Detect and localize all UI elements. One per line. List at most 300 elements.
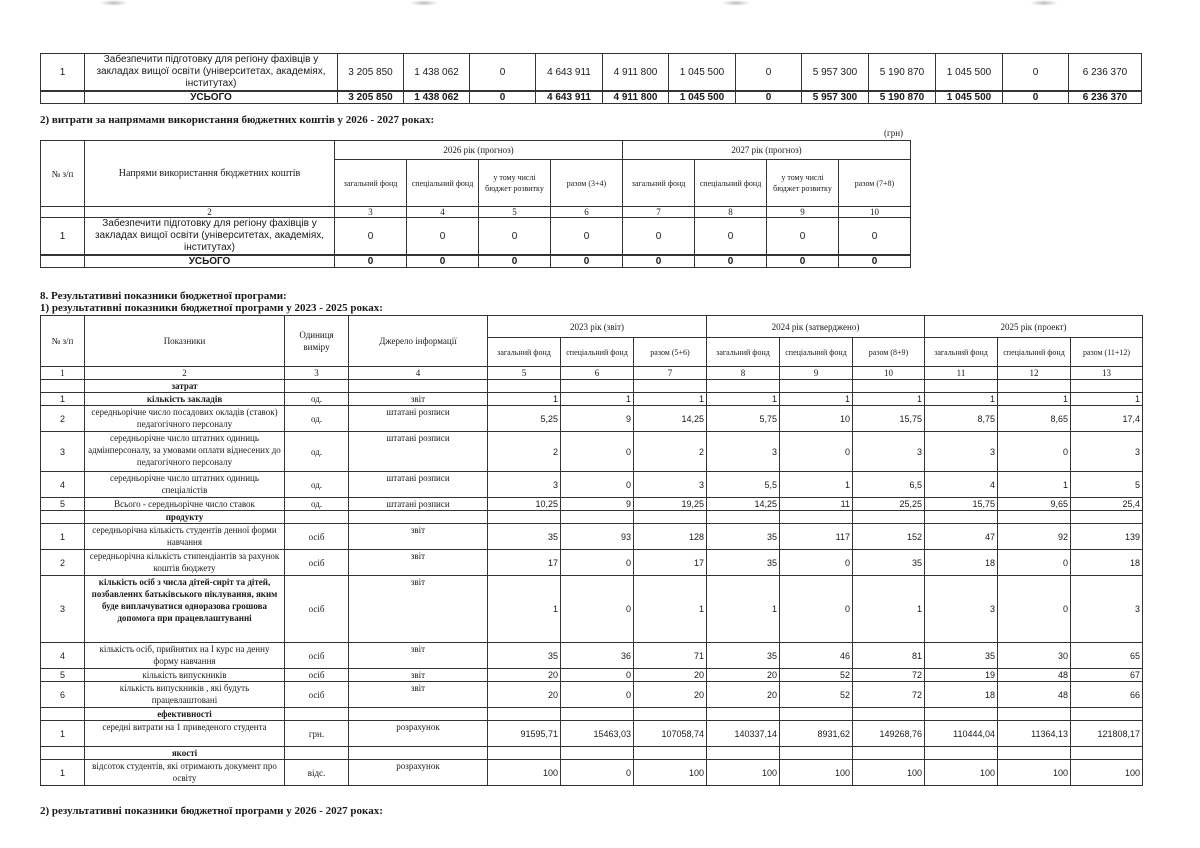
unit-cell: грн. xyxy=(285,721,349,747)
blank-cell xyxy=(1071,747,1143,760)
sub-header: разом (11+12) xyxy=(1071,338,1143,367)
value-cell: 1 xyxy=(780,472,853,498)
col-header-num: № з/п xyxy=(41,316,85,367)
blank-cell xyxy=(853,708,925,721)
total-amount-cell: 5 957 300 xyxy=(802,91,869,104)
value-cell: 3 xyxy=(488,472,561,498)
amount-cell: 1 438 062 xyxy=(404,54,470,92)
value-cell: 0 xyxy=(561,432,634,472)
column-number: 4 xyxy=(407,207,479,218)
indicator-name: середньорічне число штатних одиниць спеціалістів xyxy=(85,472,285,498)
indicator-name: кількість осіб з числа дітей-сиріт та дітей, позбавлених батьківського піклування, яким буде виплачуватися одноразова грошова допомога при працевлаштуванні xyxy=(85,576,285,643)
column-number: 2 xyxy=(85,207,335,218)
group-title: продукту xyxy=(85,511,285,524)
indicator-name: середньорічне число штатних одиниць адмінперсоналу, за умовами оплати віднесених до педагогічного персоналу xyxy=(85,432,285,472)
total-amount-cell: 5 190 870 xyxy=(869,91,936,104)
value-cell: 17 xyxy=(488,550,561,576)
unit-cell: осіб xyxy=(285,682,349,708)
value-cell: 139 xyxy=(1071,524,1143,550)
value-cell: 0 xyxy=(561,576,634,643)
indicator-name: кількість закладів xyxy=(85,393,285,406)
value-cell: 1 xyxy=(561,393,634,406)
value-cell: 1 xyxy=(998,393,1071,406)
indicator-group-row xyxy=(41,380,1143,393)
column-number: 3 xyxy=(335,207,407,218)
value-cell: 100 xyxy=(853,760,925,786)
source-cell: звіт xyxy=(349,643,488,669)
blank-cell xyxy=(998,747,1071,760)
amount-cell: 4 643 911 xyxy=(536,54,603,92)
total-amount-cell: 0 xyxy=(551,255,623,268)
blank-cell xyxy=(349,511,488,524)
value-cell: 71 xyxy=(634,643,707,669)
value-cell: 15463,03 xyxy=(561,721,634,747)
value-cell: 152 xyxy=(853,524,925,550)
value-cell: 25,25 xyxy=(853,498,925,511)
total-amount-cell: 0 xyxy=(839,255,911,268)
column-number: 6 xyxy=(551,207,623,218)
value-cell: 1 xyxy=(853,576,925,643)
value-cell: 3 xyxy=(853,432,925,472)
amount-cell: 1 045 500 xyxy=(936,54,1003,92)
indicator-row xyxy=(41,472,1143,498)
total-amount-cell: 0 xyxy=(1003,91,1069,104)
indicator-row xyxy=(41,760,1143,786)
total-amount-cell: 0 xyxy=(479,255,551,268)
blank-cell xyxy=(488,380,561,393)
currency-note: (грн) xyxy=(884,128,904,138)
value-cell: 5,25 xyxy=(488,406,561,432)
indicator-row xyxy=(41,524,1143,550)
scan-artifact xyxy=(1030,0,1058,6)
value-cell: 140337,14 xyxy=(707,721,780,747)
total-amount-cell: 0 xyxy=(623,255,695,268)
column-number: 9 xyxy=(767,207,839,218)
blank-cell xyxy=(41,511,85,524)
value-cell: 0 xyxy=(561,550,634,576)
total-amount-cell: 1 438 062 xyxy=(404,91,470,104)
value-cell: 10 xyxy=(780,406,853,432)
expenditure-table-2026-2027 xyxy=(40,140,911,268)
row-number: 1 xyxy=(41,393,85,406)
value-cell: 1 xyxy=(634,393,707,406)
source-cell: штатані розписи xyxy=(349,472,488,498)
unit-cell: од. xyxy=(285,393,349,406)
row-number: 1 xyxy=(41,721,85,747)
sub-header: спеціальний фонд xyxy=(780,338,853,367)
col-header-year-2023: 2023 рік (звіт) xyxy=(488,316,707,338)
value-cell: 0 xyxy=(561,760,634,786)
row-number: 5 xyxy=(41,669,85,682)
blank-cell xyxy=(707,511,780,524)
value-cell: 6,5 xyxy=(853,472,925,498)
source-cell: штатані розписи xyxy=(349,498,488,511)
amount-cell: 3 205 850 xyxy=(338,54,404,92)
value-cell: 149268,76 xyxy=(853,721,925,747)
table-row xyxy=(41,218,911,256)
value-cell: 3 xyxy=(1071,432,1143,472)
blank-cell xyxy=(634,380,707,393)
value-cell: 35 xyxy=(707,643,780,669)
value-cell: 17,4 xyxy=(1071,406,1143,432)
value-cell: 35 xyxy=(707,524,780,550)
row-number: 4 xyxy=(41,643,85,669)
unit-cell: осіб xyxy=(285,643,349,669)
total-label: УСЬОГО xyxy=(85,255,335,268)
blank-cell xyxy=(707,747,780,760)
blank-cell xyxy=(634,708,707,721)
value-cell: 5,75 xyxy=(707,406,780,432)
value-cell: 1 xyxy=(998,472,1071,498)
blank-cell xyxy=(634,747,707,760)
blank-cell xyxy=(1071,511,1143,524)
total-amount-cell: 0 xyxy=(695,255,767,268)
value-cell: 5,5 xyxy=(707,472,780,498)
amount-cell: 6 236 370 xyxy=(1069,54,1142,92)
value-cell: 121808,17 xyxy=(1071,721,1143,747)
unit-cell: осіб xyxy=(285,669,349,682)
amount-cell: 4 911 800 xyxy=(603,54,669,92)
value-cell: 4 xyxy=(925,472,998,498)
value-cell: 0 xyxy=(998,432,1071,472)
column-number: 6 xyxy=(561,367,634,380)
indicator-group-row xyxy=(41,708,1143,721)
total-amount-cell: 0 xyxy=(736,91,802,104)
indicator-row xyxy=(41,576,1143,643)
value-cell: 1 xyxy=(853,393,925,406)
value-cell: 0 xyxy=(780,550,853,576)
value-cell: 1 xyxy=(488,576,561,643)
source-cell: розрахунок xyxy=(349,721,488,747)
value-cell: 1 xyxy=(1071,393,1143,406)
sub-header: разом (5+6) xyxy=(634,338,707,367)
value-cell: 100 xyxy=(707,760,780,786)
indicator-name: відсоток студентів, які отримають документ про освіту xyxy=(85,760,285,786)
value-cell: 48 xyxy=(998,669,1071,682)
blank-cell xyxy=(1071,708,1143,721)
value-cell: 35 xyxy=(925,643,998,669)
total-row xyxy=(41,91,1142,104)
value-cell: 100 xyxy=(634,760,707,786)
value-cell: 0 xyxy=(780,576,853,643)
value-cell: 20 xyxy=(634,669,707,682)
value-cell: 20 xyxy=(634,682,707,708)
col-header-indicator: Показники xyxy=(85,316,285,367)
amount-cell: 0 xyxy=(695,218,767,256)
blank-cell xyxy=(853,511,925,524)
value-cell: 18 xyxy=(1071,550,1143,576)
row-number: 1 xyxy=(41,54,85,92)
blank-cell xyxy=(561,380,634,393)
column-number: 2 xyxy=(85,367,285,380)
value-cell: 20 xyxy=(707,669,780,682)
amount-cell: 1 045 500 xyxy=(669,54,736,92)
total-amount-cell: 1 045 500 xyxy=(936,91,1003,104)
value-cell: 11 xyxy=(780,498,853,511)
blank-cell xyxy=(285,747,349,760)
amount-cell: 0 xyxy=(407,218,479,256)
sub-header: загальний фонд xyxy=(925,338,998,367)
col-header-year-2024: 2024 рік (затверджено) xyxy=(707,316,925,338)
sub-header: загальний фонд xyxy=(488,338,561,367)
unit-cell: осіб xyxy=(285,550,349,576)
value-cell: 0 xyxy=(561,472,634,498)
section-heading-expenditures-2026-2027: 2) витрати за напрямами використання бюджетних коштів у 2026 - 2027 роках: xyxy=(40,114,435,126)
value-cell: 2 xyxy=(634,432,707,472)
col-header-year-2027: 2027 рік (прогноз) xyxy=(623,141,911,160)
blank-cell xyxy=(780,747,853,760)
value-cell: 36 xyxy=(561,643,634,669)
row-number: 5 xyxy=(41,498,85,511)
blank-cell xyxy=(285,511,349,524)
row-number: 2 xyxy=(41,550,85,576)
unit-cell: од. xyxy=(285,432,349,472)
column-number: 13 xyxy=(1071,367,1143,380)
total-label: УСЬОГО xyxy=(85,91,338,104)
value-cell: 14,25 xyxy=(634,406,707,432)
indicator-name: кількість випускників xyxy=(85,669,285,682)
column-number: 8 xyxy=(707,367,780,380)
amount-cell: 0 xyxy=(551,218,623,256)
value-cell: 19,25 xyxy=(634,498,707,511)
total-amount-cell: 4 643 911 xyxy=(536,91,603,104)
value-cell: 35 xyxy=(488,643,561,669)
blank-cell xyxy=(780,511,853,524)
scan-artifact xyxy=(410,0,438,6)
sub-header: загальний фонд xyxy=(707,338,780,367)
source-cell: звіт xyxy=(349,550,488,576)
value-cell: 3 xyxy=(1071,576,1143,643)
value-cell: 1 xyxy=(488,393,561,406)
value-cell: 1 xyxy=(634,576,707,643)
indicator-name: Всього - середньорічне число ставок xyxy=(85,498,285,511)
blank-cell xyxy=(925,511,998,524)
row-number: 1 xyxy=(41,218,85,256)
amount-cell: 0 xyxy=(1003,54,1069,92)
value-cell: 0 xyxy=(561,682,634,708)
source-cell: штатані розписи xyxy=(349,432,488,472)
blank-cell xyxy=(285,708,349,721)
indicator-row xyxy=(41,498,1143,511)
value-cell: 117 xyxy=(780,524,853,550)
blank-cell xyxy=(41,380,85,393)
unit-cell: од. xyxy=(285,406,349,432)
sub-header: спеціальний фонд xyxy=(695,160,767,207)
value-cell: 8,65 xyxy=(998,406,1071,432)
value-cell: 9 xyxy=(561,498,634,511)
blank-cell xyxy=(561,511,634,524)
sub-header: загальний фонд xyxy=(335,160,407,207)
blank-cell xyxy=(998,511,1071,524)
amount-cell: 0 xyxy=(736,54,802,92)
scan-artifact xyxy=(722,0,750,6)
blank-cell xyxy=(1071,380,1143,393)
indicator-row xyxy=(41,682,1143,708)
value-cell: 15,75 xyxy=(925,498,998,511)
sub-header: у тому числі бюджет розвитку xyxy=(767,160,839,207)
value-cell: 107058,74 xyxy=(634,721,707,747)
blank-cell xyxy=(925,708,998,721)
blank-cell xyxy=(349,708,488,721)
column-number: 7 xyxy=(634,367,707,380)
direction-name: Забезпечити підготовку для регіону фахівців у закладах вищої освіти (університетах, академіях, інститутах) xyxy=(85,218,335,256)
blank-cell xyxy=(488,708,561,721)
source-cell: розрахунок xyxy=(349,760,488,786)
sub-header: спеціальний фонд xyxy=(407,160,479,207)
column-number: 10 xyxy=(853,367,925,380)
col-header-unit: Одиниця виміру xyxy=(285,316,349,367)
column-number: 5 xyxy=(479,207,551,218)
value-cell: 1 xyxy=(780,393,853,406)
blank-cell xyxy=(634,511,707,524)
blank-cell xyxy=(853,747,925,760)
row-number: 3 xyxy=(41,576,85,643)
total-amount-cell: 1 045 500 xyxy=(669,91,736,104)
value-cell: 3 xyxy=(925,576,998,643)
total-amount-cell: 0 xyxy=(407,255,479,268)
column-number: 12 xyxy=(998,367,1071,380)
indicator-name: кількість осіб, прийнятих на I курс на денну форму навчання xyxy=(85,643,285,669)
value-cell: 0 xyxy=(780,432,853,472)
col-header-source: Джерело інформації xyxy=(349,316,488,367)
value-cell: 14,25 xyxy=(707,498,780,511)
unit-cell: осіб xyxy=(285,524,349,550)
blank-cell xyxy=(349,747,488,760)
indicator-row xyxy=(41,406,1143,432)
sub-header: разом (7+8) xyxy=(839,160,911,207)
blank-cell xyxy=(41,747,85,760)
col-header-num: № з/п xyxy=(41,141,85,207)
col-header-year-2025: 2025 рік (проект) xyxy=(925,316,1143,338)
amount-cell: 0 xyxy=(335,218,407,256)
sub-header: разом (8+9) xyxy=(853,338,925,367)
indicator-name: середньорічна кількість стипендіантів за рахунок коштів бюджету xyxy=(85,550,285,576)
table-row xyxy=(41,54,1142,92)
sub-header: разом (3+4) xyxy=(551,160,623,207)
value-cell: 1 xyxy=(925,393,998,406)
col-header-direction: Напрями використання бюджетних коштів xyxy=(85,141,335,207)
value-cell: 72 xyxy=(853,669,925,682)
performance-indicators-table-2023-2025 xyxy=(40,315,1143,786)
amount-cell: 0 xyxy=(479,218,551,256)
value-cell: 2 xyxy=(488,432,561,472)
value-cell: 0 xyxy=(561,669,634,682)
value-cell: 46 xyxy=(780,643,853,669)
value-cell: 0 xyxy=(998,550,1071,576)
total-amount-cell: 3 205 850 xyxy=(338,91,404,104)
blank-cell xyxy=(561,708,634,721)
value-cell: 19 xyxy=(925,669,998,682)
sub-header: у тому числі бюджет розвитку xyxy=(479,160,551,207)
value-cell: 100 xyxy=(998,760,1071,786)
section-heading-performance-indicators: 8. Результативні показники бюджетної програми: xyxy=(40,290,287,302)
section-heading-indicators-2026-2027: 2) результативні показники бюджетної програми у 2026 - 2027 роках: xyxy=(40,805,383,817)
unit-cell: од. xyxy=(285,472,349,498)
unit-cell: відс. xyxy=(285,760,349,786)
total-amount-cell: 4 911 800 xyxy=(603,91,669,104)
value-cell: 128 xyxy=(634,524,707,550)
column-number: 8 xyxy=(695,207,767,218)
source-cell: звіт xyxy=(349,393,488,406)
indicator-name: кількість випускників , які будуть працевлаштовані xyxy=(85,682,285,708)
source-cell: звіт xyxy=(349,576,488,643)
blank-cell xyxy=(285,380,349,393)
column-number: 1 xyxy=(41,367,85,380)
indicator-row xyxy=(41,550,1143,576)
value-cell: 1 xyxy=(707,393,780,406)
value-cell: 9 xyxy=(561,406,634,432)
source-cell: звіт xyxy=(349,669,488,682)
group-title: якості xyxy=(85,747,285,760)
blank-cell xyxy=(925,380,998,393)
value-cell: 35 xyxy=(707,550,780,576)
value-cell: 100 xyxy=(488,760,561,786)
value-cell: 17 xyxy=(634,550,707,576)
value-cell: 1 xyxy=(707,576,780,643)
value-cell: 66 xyxy=(1071,682,1143,708)
row-number: 6 xyxy=(41,682,85,708)
value-cell: 35 xyxy=(853,550,925,576)
total-amount-cell: 0 xyxy=(767,255,839,268)
blank-cell xyxy=(488,511,561,524)
row-number: 1 xyxy=(41,760,85,786)
blank-cell xyxy=(780,708,853,721)
total-amount-cell: 6 236 370 xyxy=(1069,91,1142,104)
total-amount-cell: 0 xyxy=(470,91,536,104)
section-heading-indicators-2023-2025: 1) результативні показники бюджетної програми у 2023 - 2025 роках: xyxy=(40,302,383,314)
value-cell: 18 xyxy=(925,550,998,576)
column-number: 3 xyxy=(285,367,349,380)
row-number: 1 xyxy=(41,524,85,550)
indicator-row xyxy=(41,393,1143,406)
value-cell: 3 xyxy=(925,432,998,472)
column-number: 4 xyxy=(349,367,488,380)
direction-name: Забезпечити підготовку для регіону фахівців у закладах вищої освіти (університетах, академіях, інститутах) xyxy=(85,54,338,92)
value-cell: 67 xyxy=(1071,669,1143,682)
row-number: 2 xyxy=(41,406,85,432)
value-cell: 18 xyxy=(925,682,998,708)
value-cell: 72 xyxy=(853,682,925,708)
col-header-year-2026: 2026 рік (прогноз) xyxy=(335,141,623,160)
total-amount-cell: 0 xyxy=(335,255,407,268)
value-cell: 81 xyxy=(853,643,925,669)
sub-header: спеціальний фонд xyxy=(561,338,634,367)
expenditure-table-2023-2025 xyxy=(40,53,1142,104)
blank-cell xyxy=(41,708,85,721)
blank-cell xyxy=(853,380,925,393)
column-number xyxy=(41,207,85,218)
group-title: ефективності xyxy=(85,708,285,721)
total-row xyxy=(41,255,911,268)
value-cell: 8,75 xyxy=(925,406,998,432)
value-cell: 20 xyxy=(707,682,780,708)
blank-cell xyxy=(998,708,1071,721)
value-cell: 100 xyxy=(1071,760,1143,786)
group-title: затрат xyxy=(85,380,285,393)
value-cell: 3 xyxy=(707,432,780,472)
row-number: 4 xyxy=(41,472,85,498)
unit-cell: осіб xyxy=(285,576,349,643)
indicator-name: середньорічна кількість студентів денної форми навчання xyxy=(85,524,285,550)
indicator-group-row xyxy=(41,747,1143,760)
blank-cell xyxy=(41,255,85,268)
sub-header: загальний фонд xyxy=(623,160,695,207)
blank-cell xyxy=(561,747,634,760)
blank-cell xyxy=(707,708,780,721)
value-cell: 20 xyxy=(488,669,561,682)
value-cell: 93 xyxy=(561,524,634,550)
amount-cell: 5 957 300 xyxy=(802,54,869,92)
